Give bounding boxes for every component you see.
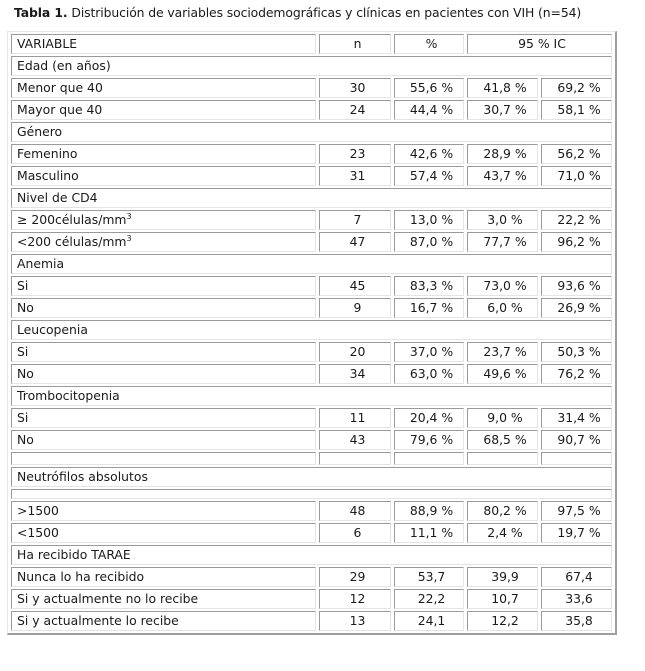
cell-pct: 53,7: [394, 567, 464, 587]
cell-ic-low: 12,2: [467, 611, 538, 631]
empty-cell: [319, 452, 391, 465]
cell-ic-high: 22,2 %: [541, 210, 612, 230]
section-row: [11, 467, 612, 487]
row-label: [11, 210, 316, 230]
table-row: [11, 232, 612, 252]
cell-ic-high: 67,4: [541, 567, 612, 587]
cell-ic-low: 77,7 %: [467, 232, 538, 252]
cell-n: 6: [319, 523, 391, 543]
table-row: [11, 567, 612, 587]
section-row: [11, 122, 612, 142]
cell-n: 13: [319, 611, 391, 631]
header-variable: VARIABLE: [11, 34, 316, 54]
cell-ic-high: 31,4 %: [541, 408, 612, 428]
cell-n: 9: [319, 298, 391, 318]
cell-n: 47: [319, 232, 391, 252]
row-label-text: <200 células/mm: [17, 234, 127, 249]
row-label: Si y actualmente lo recibe: [11, 611, 316, 631]
cell-ic-high: 33,6: [541, 589, 612, 609]
table-caption-text: Distribución de variables sociodemográficas y clínicas en pacientes con VIH (n=54): [67, 5, 582, 20]
cell-n: 43: [319, 430, 391, 450]
section-title: Edad (en años): [11, 56, 612, 76]
empty-cell: [11, 489, 612, 499]
row-label: Si: [11, 408, 316, 428]
section-row: [11, 188, 612, 208]
row-label: Mayor que 40: [11, 100, 316, 120]
cell-ic-high: 97,5 %: [541, 501, 612, 521]
row-label: Si y actualmente no lo recibe: [11, 589, 316, 609]
cell-ic-high: 58,1 %: [541, 100, 612, 120]
row-label-text: ≥ 200células/mm: [17, 212, 127, 227]
row-label: No: [11, 364, 316, 384]
section-row: [11, 56, 612, 76]
cell-pct: 16,7 %: [394, 298, 464, 318]
section-title: Género: [11, 122, 612, 142]
row-label: Nunca lo ha recibido: [11, 567, 316, 587]
cell-pct: 22,2: [394, 589, 464, 609]
table-row: [11, 523, 612, 543]
cell-ic-high: 69,2 %: [541, 78, 612, 98]
section-row: [11, 320, 612, 340]
cell-ic-low: 41,8 %: [467, 78, 538, 98]
empty-cell: [11, 452, 316, 465]
row-label: No: [11, 430, 316, 450]
cell-pct: 87,0 %: [394, 232, 464, 252]
cell-ic-high: 76,2 %: [541, 364, 612, 384]
cell-ic-low: 73,0 %: [467, 276, 538, 296]
cell-pct: 55,6 %: [394, 78, 464, 98]
table-row: [11, 364, 612, 384]
cell-n: 29: [319, 567, 391, 587]
row-label: <1500: [11, 523, 316, 543]
row-label: No: [11, 298, 316, 318]
row-label: Femenino: [11, 144, 316, 164]
table-row: [11, 589, 612, 609]
header-row: [11, 34, 612, 54]
cell-pct: 13,0 %: [394, 210, 464, 230]
superscript: 3: [126, 212, 132, 221]
empty-cell: [394, 452, 464, 465]
table-row: [11, 100, 612, 120]
cell-pct: 11,1 %: [394, 523, 464, 543]
cell-ic-high: 56,2 %: [541, 144, 612, 164]
cell-ic-low: 3,0 %: [467, 210, 538, 230]
table-row: [11, 166, 612, 186]
cell-n: 30: [319, 78, 391, 98]
cell-ic-low: 49,6 %: [467, 364, 538, 384]
table-caption: [14, 5, 581, 20]
cell-ic-low: 39,9: [467, 567, 538, 587]
table-row: [11, 210, 612, 230]
table-row: [11, 298, 612, 318]
row-label: >1500: [11, 501, 316, 521]
cell-n: 23: [319, 144, 391, 164]
header-n: n: [319, 34, 391, 54]
table-row: [11, 430, 612, 450]
superscript: 3: [126, 234, 132, 243]
cell-n: 45: [319, 276, 391, 296]
cell-pct: 42,6 %: [394, 144, 464, 164]
cell-ic-low: 30,7 %: [467, 100, 538, 120]
empty-cell: [541, 452, 612, 465]
table-row: [11, 611, 612, 631]
cell-n: 12: [319, 589, 391, 609]
row-label: Si: [11, 342, 316, 362]
row-label: Masculino: [11, 166, 316, 186]
cell-pct: 57,4 %: [394, 166, 464, 186]
cell-ic-high: 71,0 %: [541, 166, 612, 186]
cell-ic-low: 80,2 %: [467, 501, 538, 521]
cell-pct: 63,0 %: [394, 364, 464, 384]
cell-n: 34: [319, 364, 391, 384]
cell-ic-high: 96,2 %: [541, 232, 612, 252]
cell-pct: 79,6 %: [394, 430, 464, 450]
table-row: [11, 144, 612, 164]
section-title: Nivel de CD4: [11, 188, 612, 208]
cell-pct: 20,4 %: [394, 408, 464, 428]
cell-pct: 88,9 %: [394, 501, 464, 521]
table-caption-label: Tabla 1.: [14, 5, 68, 20]
cell-ic-low: 2,4 %: [467, 523, 538, 543]
section-title: Leucopenia: [11, 320, 612, 340]
header-ic: 95 % IC: [467, 34, 612, 54]
header-pct: %: [394, 34, 464, 54]
table-row: [11, 501, 612, 521]
cell-pct: 24,1: [394, 611, 464, 631]
section-title: Anemia: [11, 254, 612, 274]
cell-ic-high: 26,9 %: [541, 298, 612, 318]
empty-row: [11, 452, 612, 465]
section-title: Trombocitopenia: [11, 386, 612, 406]
cell-ic-low: 43,7 %: [467, 166, 538, 186]
cell-pct: 83,3 %: [394, 276, 464, 296]
section-row: [11, 254, 612, 274]
cell-pct: 44,4 %: [394, 100, 464, 120]
section-title: Ha recibido TARAE: [11, 545, 612, 565]
row-label: Menor que 40: [11, 78, 316, 98]
table-row: [11, 276, 612, 296]
cell-n: 7: [319, 210, 391, 230]
cell-ic-low: 28,9 %: [467, 144, 538, 164]
cell-ic-low: 23,7 %: [467, 342, 538, 362]
cell-ic-low: 6,0 %: [467, 298, 538, 318]
table-row: [11, 342, 612, 362]
cell-n: 48: [319, 501, 391, 521]
table-row: [11, 78, 612, 98]
row-label: [11, 232, 316, 252]
empty-row: [11, 489, 612, 499]
cell-ic-high: 93,6 %: [541, 276, 612, 296]
cell-ic-low: 9,0 %: [467, 408, 538, 428]
row-label: Si: [11, 276, 316, 296]
cell-pct: 37,0 %: [394, 342, 464, 362]
section-title: Neutrófilos absolutos: [11, 467, 612, 487]
cell-ic-low: 10,7: [467, 589, 538, 609]
empty-cell: [467, 452, 538, 465]
cell-ic-high: 19,7 %: [541, 523, 612, 543]
table-row: [11, 408, 612, 428]
cell-ic-high: 35,8: [541, 611, 612, 631]
section-row: [11, 545, 612, 565]
cell-ic-high: 50,3 %: [541, 342, 612, 362]
cell-n: 31: [319, 166, 391, 186]
cell-ic-high: 90,7 %: [541, 430, 612, 450]
cell-n: 11: [319, 408, 391, 428]
cell-n: 20: [319, 342, 391, 362]
cell-ic-low: 68,5 %: [467, 430, 538, 450]
cell-n: 24: [319, 100, 391, 120]
data-table: [7, 31, 617, 635]
section-row: [11, 386, 612, 406]
